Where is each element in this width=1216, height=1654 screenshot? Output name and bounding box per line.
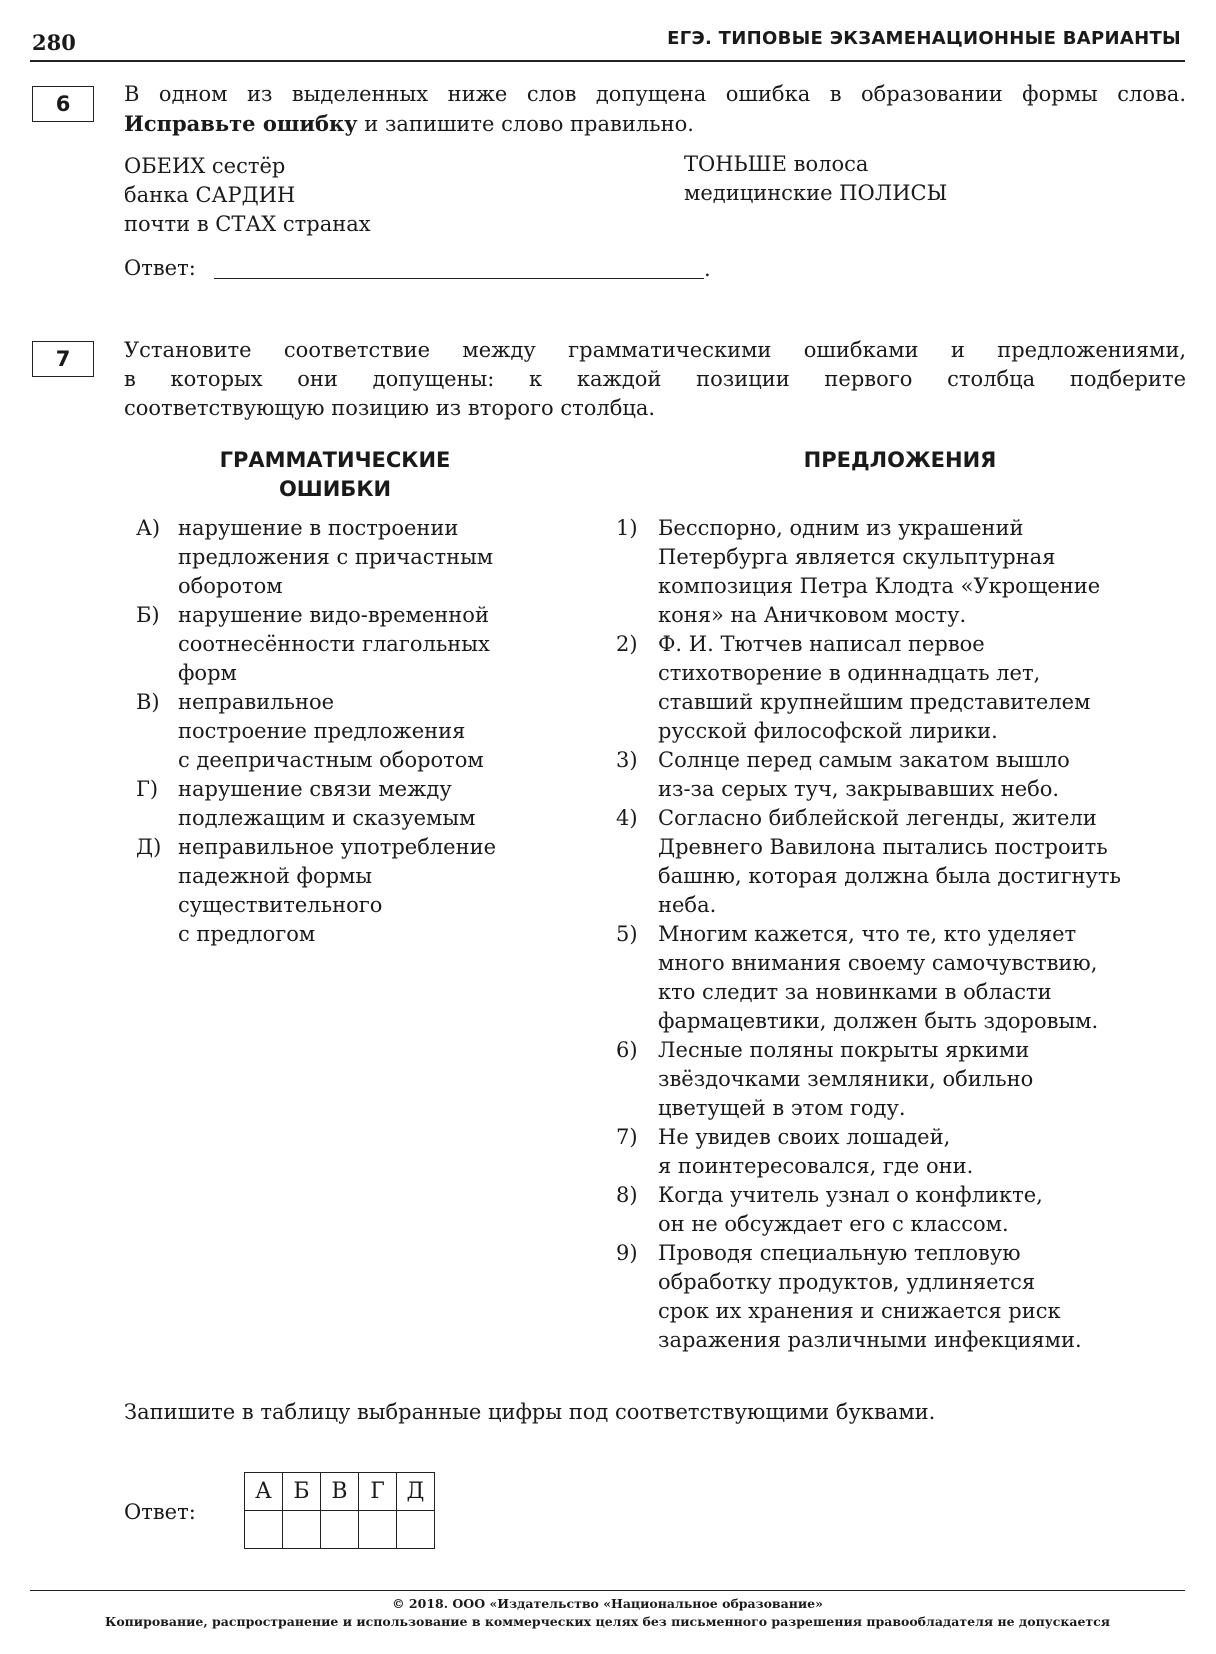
error-line: с деепричастным оборотом — [178, 748, 484, 772]
sentence-number: 9) — [616, 1241, 638, 1265]
sentence-line: Древнего Вавилона пытались построить — [658, 835, 1108, 859]
task-6-word: ОБЕИХ сестёр — [124, 154, 286, 178]
sentence-line: цветущей в этом году. — [658, 1096, 906, 1120]
sentence-line: композиция Петра Клодта «Укрощение — [658, 574, 1101, 598]
task-7-answer-label: Ответ: — [124, 1500, 196, 1524]
task-6-answer-field[interactable] — [214, 278, 704, 279]
task-7-instruction-line2: в которых они допущены: к каждой позиции первого столбца подберите — [124, 367, 1186, 391]
error-line: соотнесённости глагольных — [178, 632, 490, 656]
task-6-answer-end: . — [704, 257, 711, 281]
sentence-line: ставший крупнейшим представителем — [658, 690, 1091, 714]
footer-notice: Копирование, распространение и использование в коммерческих целях без письменного разрешения правообладателя не допускается — [104, 1614, 1111, 1629]
answer-table — [244, 1472, 435, 1549]
error-line: с предлогом — [178, 922, 316, 946]
sentence-line: неба. — [658, 893, 717, 917]
sentence-line: Согласно библейской легенды, жители — [658, 806, 1097, 830]
sentence-line: из-за серых туч, закрывавших небо. — [658, 777, 1060, 801]
error-letter: Г) — [136, 777, 159, 801]
page-header — [30, 14, 1185, 62]
answer-table-letter: Г — [359, 1473, 397, 1511]
table-instruction: Запишите в таблицу выбранные цифры под соответствующими буквами. — [124, 1400, 936, 1424]
errors-column-title — [160, 446, 510, 504]
sentence-number: 1) — [616, 516, 638, 540]
answer-table-input-row — [245, 1511, 435, 1549]
sentence-number: 4) — [616, 806, 638, 830]
error-letter: Б) — [136, 603, 160, 627]
sentence-line: обработку продуктов, удлиняется — [658, 1270, 1036, 1294]
task-6-instruction-line2 — [124, 109, 1186, 139]
error-line: нарушение связи между — [178, 777, 452, 801]
answer-cell-d[interactable] — [397, 1511, 435, 1549]
task-7-instruction-line3: соответствующую позицию из второго столбца. — [124, 396, 656, 420]
answer-table-letter: В — [321, 1473, 359, 1511]
task-6-instruction — [124, 80, 1186, 139]
sentence-line: Многим кажется, что те, кто уделяет — [658, 922, 1077, 946]
sentences-column-title: ПРЕДЛОЖЕНИЯ — [803, 448, 997, 472]
task-6-words-left — [124, 152, 624, 239]
sentence-line: башню, которая должна была достигнуть — [658, 864, 1121, 888]
error-line: неправильное употребление — [178, 835, 497, 859]
error-line: подлежащим и сказуемым — [178, 806, 476, 830]
sentence-line: Ф. И. Тютчев написал первое — [658, 632, 985, 656]
sentence-line: Лесные поляны покрыты яркими — [658, 1038, 1030, 1062]
task-6-instruction-bold: Исправьте ошибку — [124, 111, 358, 136]
task-6-word: банка САРДИН — [124, 183, 296, 207]
sentence-line: коня» на Аничковом мосту. — [658, 603, 967, 627]
task-6-instruction-line1: В одном из выделенных ниже слов допущена ошибка в образовании формы слова. — [124, 82, 1186, 106]
answer-cell-g[interactable] — [359, 1511, 397, 1549]
sentence-line: он не обсуждает его с классом. — [658, 1212, 1009, 1236]
sentence-number: 7) — [616, 1125, 638, 1149]
sentence-line: Когда учитель узнал о конфликте, — [658, 1183, 1043, 1207]
task-7-instruction-line1: Установите соответствие между грамматическими ошибками и предложениями, — [124, 338, 1186, 362]
sentence-number: 3) — [616, 748, 638, 772]
error-letter: Д) — [136, 835, 162, 859]
sentence-line: Проводя специальную тепловую — [658, 1241, 1021, 1265]
answer-table-letter: Д — [397, 1473, 435, 1511]
sentence-number: 5) — [616, 922, 638, 946]
errors-column-title-line1: ГРАММАТИЧЕСКИЕ — [219, 448, 451, 472]
error-line: нарушение в построении — [178, 516, 459, 540]
error-line: форм — [178, 661, 237, 685]
sentence-line: фармацевтики, должен быть здоровым. — [658, 1009, 1099, 1033]
error-line: построение предложения — [178, 719, 466, 743]
page-number: 280 — [32, 30, 76, 55]
errors-column-title-line2: ОШИБКИ — [278, 477, 392, 501]
error-letter: А) — [136, 516, 161, 540]
sentence-line: Не увидев своих лошадей, — [658, 1125, 951, 1149]
task-7-instruction — [124, 336, 1186, 423]
task-6-word: медицинские ПОЛИСЫ — [684, 181, 948, 205]
answer-cell-v[interactable] — [321, 1511, 359, 1549]
task-6-words-right — [684, 150, 1184, 208]
sentence-number: 8) — [616, 1183, 638, 1207]
task-6-word: ТОНЬШЕ волоса — [684, 152, 869, 176]
answer-cell-b[interactable] — [283, 1511, 321, 1549]
answer-table-header-row — [245, 1473, 435, 1511]
answer-table-letter: А — [245, 1473, 283, 1511]
running-title: ЕГЭ. ТИПОВЫЕ ЭКЗАМЕНАЦИОННЫЕ ВАРИАНТЫ — [667, 28, 1181, 49]
footer-divider — [30, 1590, 1185, 1591]
sentence-line: много внимания своему самочувствию, — [658, 951, 1098, 975]
task-7-number: 7 — [32, 341, 94, 377]
task-6-instruction-rest: и запишите слово правильно. — [357, 112, 694, 136]
task-6-word: почти в СТАХ странах — [124, 212, 371, 236]
sentence-line: кто следит за новинками в области — [658, 980, 1052, 1004]
error-line: неправильное — [178, 690, 335, 714]
error-line: нарушение видо-временной — [178, 603, 489, 627]
answer-cell-a[interactable] — [245, 1511, 283, 1549]
task-6-answer-label: Ответ: — [124, 256, 196, 280]
sentence-line: Солнце перед самым закатом вышло — [658, 748, 1070, 772]
sentence-line: звёздочками земляники, обильно — [658, 1067, 1034, 1091]
sentence-number: 2) — [616, 632, 638, 656]
sentence-number: 6) — [616, 1038, 638, 1062]
task-6-number: 6 — [32, 86, 94, 122]
sentence-line: Петербурга является скульптурная — [658, 545, 1056, 569]
error-line: существительного — [178, 893, 383, 917]
sentence-line: срок их хранения и снижается риск — [658, 1299, 1061, 1323]
sentence-line: заражения различными инфекциями. — [658, 1328, 1082, 1352]
footer-copyright: © 2018. ООО «Издательство «Национальное образование» — [392, 1596, 823, 1611]
answer-table-letter: Б — [283, 1473, 321, 1511]
error-line: предложения с причастным — [178, 545, 494, 569]
error-line: оборотом — [178, 574, 283, 598]
error-letter: В) — [136, 690, 160, 714]
sentence-line: я поинтересовался, где они. — [658, 1154, 974, 1178]
error-line: падежной формы — [178, 864, 373, 888]
sentence-line: русской философской лирики. — [658, 719, 998, 743]
sentence-line: стихотворение в одиннадцать лет, — [658, 661, 1041, 685]
sentence-line: Бесспорно, одним из украшений — [658, 516, 1024, 540]
